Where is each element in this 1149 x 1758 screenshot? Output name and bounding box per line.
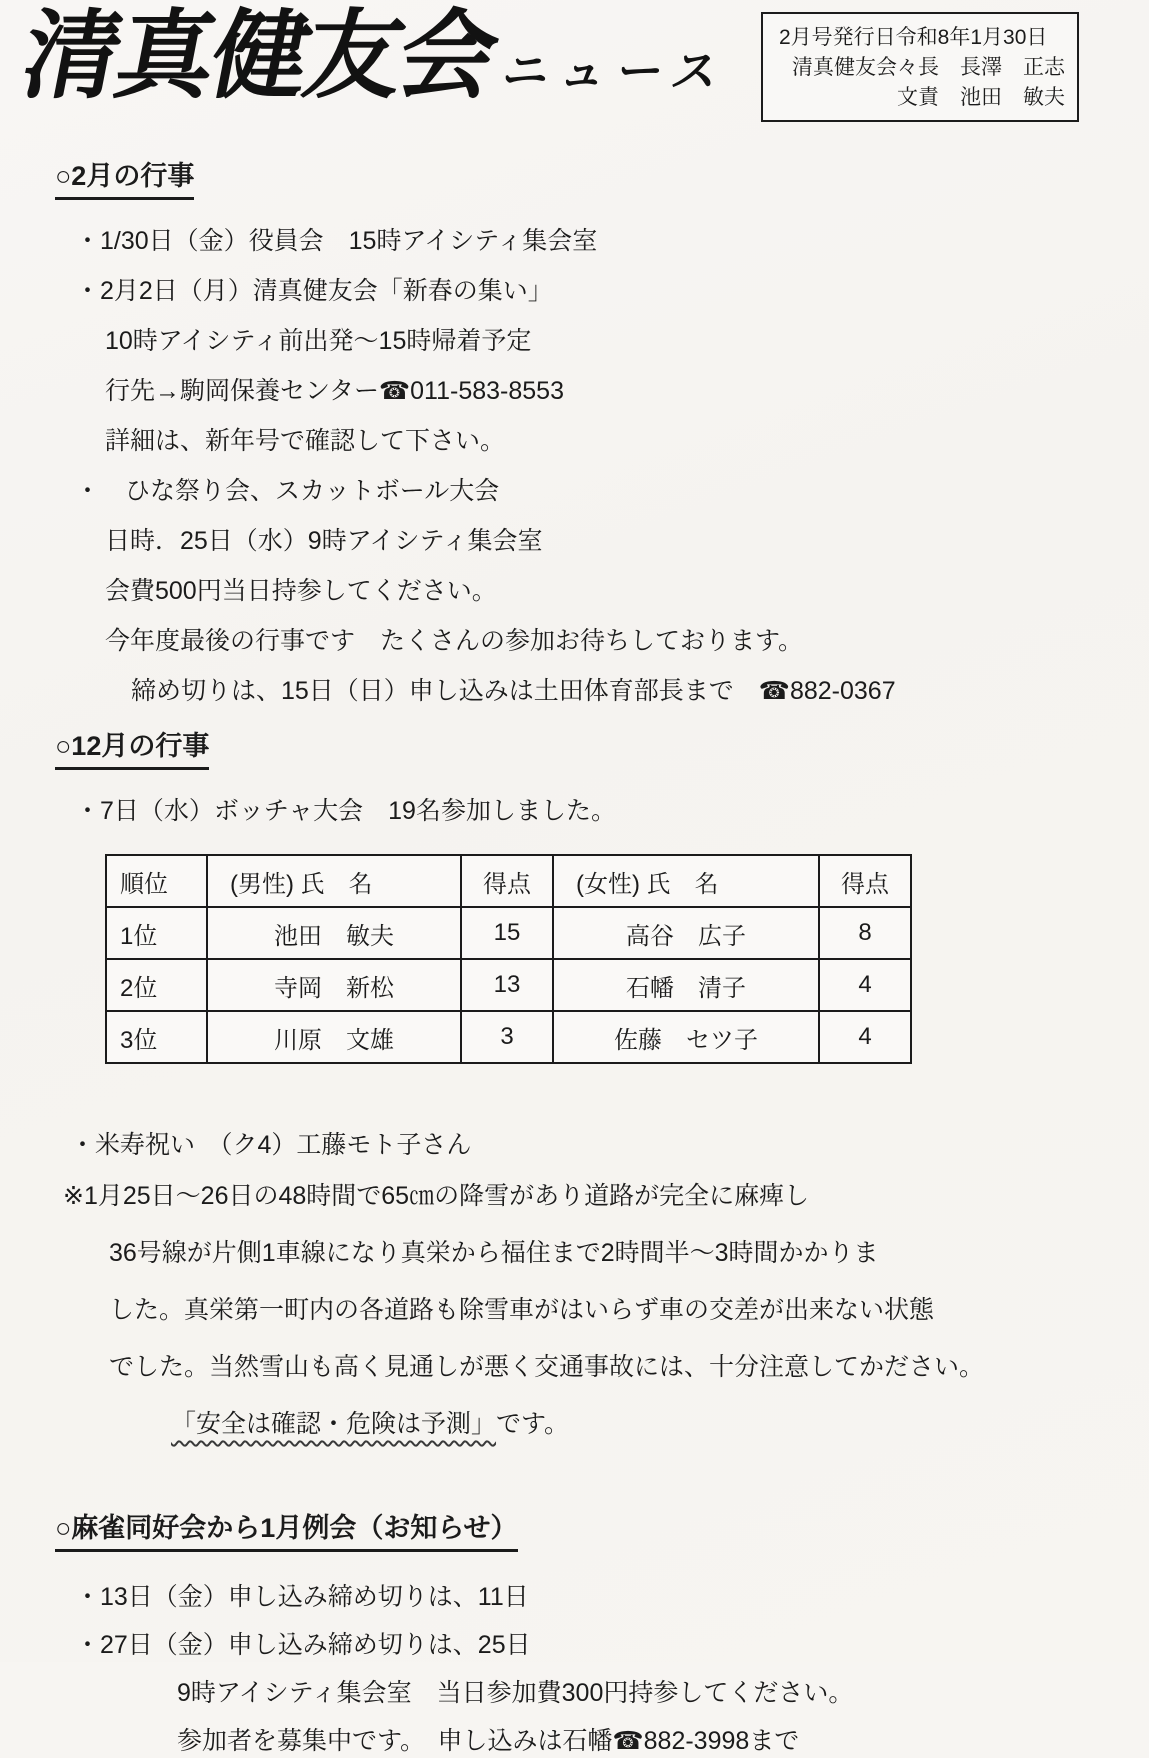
- snow-note-line: 36号線が片側1車線になり真栄から福住まで2時間半～3時間かかりま: [109, 1239, 879, 1267]
- event-line: ・1/30日（金）役員会 15時アイシティ集会室: [75, 227, 598, 255]
- snow-note-line: した。真栄第一町内の各道路も除雪車がはいらず車の交差が出来ない状態: [109, 1296, 935, 1324]
- event-line: 今年度最後の行事です たくさんの参加お待ちしております。: [105, 627, 804, 655]
- section-heading-december-text: ○12月の行事: [55, 724, 209, 770]
- event-line: 行先→駒岡保養センター☎011-583-8553: [105, 377, 564, 405]
- section-heading-february: [55, 154, 1109, 200]
- safety-slogan-quote: 「安全は確認・危険は予測」: [171, 1410, 497, 1438]
- editor-line: 文責 池田 敏夫: [897, 86, 1065, 109]
- chairman-line: 清真健友会々長 長澤 正志: [792, 56, 1065, 79]
- beiju-celebration-line: ・米寿祝い （ク4）工藤モト子さん: [70, 1131, 472, 1159]
- female-score-cell: 4: [819, 959, 911, 1011]
- title-main-text: 清真健友会: [13, 1, 505, 110]
- event-line: 日時．25日（水）9時アイシティ集会室: [105, 527, 543, 555]
- snow-note-line: ※1月25日～26日の48時間で65㎝の降雪があり道路が完全に麻痺し: [63, 1182, 810, 1210]
- rank-cell: 1位: [106, 907, 207, 959]
- rank-cell: 3位: [106, 1011, 207, 1063]
- event-line: ・13日（金）申し込み締め切りは、11日: [75, 1583, 529, 1611]
- female-name-cell: 高谷 広子: [553, 907, 819, 959]
- safety-slogan-line: [171, 1406, 1109, 1442]
- female-score-cell: 8: [819, 907, 911, 959]
- section-december-events: [55, 724, 1109, 1442]
- event-line: ・7日（水）ボッチャ大会 19名参加しました。: [75, 797, 616, 825]
- male-score-cell: 15: [461, 907, 553, 959]
- boccia-results-table: [105, 854, 912, 1064]
- event-line: ・ ひな祭り会、スカットボール大会: [75, 477, 500, 505]
- title-sub-text: ニュース: [498, 44, 735, 97]
- column-header-male-name: (男性) 氏 名: [207, 855, 461, 907]
- column-header-female-score: 得点: [819, 855, 911, 907]
- issue-date-line: 2月号発行日令和8年1月30日: [779, 26, 1048, 49]
- section-heading-february-text: ○2月の行事: [55, 154, 194, 200]
- event-line: 詳細は、新年号で確認して下さい。: [105, 427, 506, 455]
- table-header-row: [106, 855, 911, 907]
- male-name-cell: 池田 敏夫: [207, 907, 461, 959]
- event-line: 締め切りは、15日（日）申し込みは土田体育部長まで ☎882-0367: [131, 677, 896, 705]
- table-row: [106, 907, 911, 959]
- column-header-male-score: 得点: [461, 855, 553, 907]
- masthead: [0, 0, 1149, 150]
- column-header-female-name: (女性) 氏 名: [553, 855, 819, 907]
- event-line: 9時アイシティ集会室 当日参加費300円持参してください。: [177, 1679, 854, 1707]
- table-row: [106, 959, 911, 1011]
- section-heading-december: [55, 724, 1109, 770]
- male-name-cell: 寺岡 新松: [207, 959, 461, 1011]
- snow-report-note: [55, 1178, 1109, 1442]
- event-line: ・2月2日（月）清真健友会「新春の集い」: [75, 277, 553, 305]
- event-line: 会費500円当日持参してください。: [105, 577, 497, 605]
- section-heading-mahjong-text: ○麻雀同好会から1月例会（お知らせ）: [55, 1506, 518, 1552]
- event-line: 参加者を募集中です。 申し込みは石幡☎882-3998まで: [177, 1727, 800, 1755]
- safety-slogan-suffix: です。: [496, 1410, 570, 1438]
- event-line: 10時アイシティ前出発～15時帰着予定: [105, 327, 532, 355]
- section-february-events: [55, 154, 1109, 708]
- column-header-rank: 順位: [106, 855, 207, 907]
- male-score-cell: 3: [461, 1011, 553, 1063]
- female-name-cell: 佐藤 セツ子: [553, 1011, 819, 1063]
- snow-note-line: でした。当然雪山も高く見通しが悪く交通事故には、十分注意してかださい。: [109, 1353, 985, 1381]
- issue-info-box: [761, 12, 1079, 122]
- section-mahjong-notice: [55, 1506, 1109, 1758]
- event-line: ・27日（金）申し込み締め切りは、25日: [75, 1631, 531, 1659]
- newsletter-title: [13, 1, 742, 110]
- table-row: [106, 1011, 911, 1063]
- male-score-cell: 13: [461, 959, 553, 1011]
- section-heading-mahjong: [55, 1506, 1109, 1552]
- rank-cell: 2位: [106, 959, 207, 1011]
- female-score-cell: 4: [819, 1011, 911, 1063]
- newsletter-body: [0, 154, 1149, 1758]
- female-name-cell: 石幡 清子: [553, 959, 819, 1011]
- male-name-cell: 川原 文雄: [207, 1011, 461, 1063]
